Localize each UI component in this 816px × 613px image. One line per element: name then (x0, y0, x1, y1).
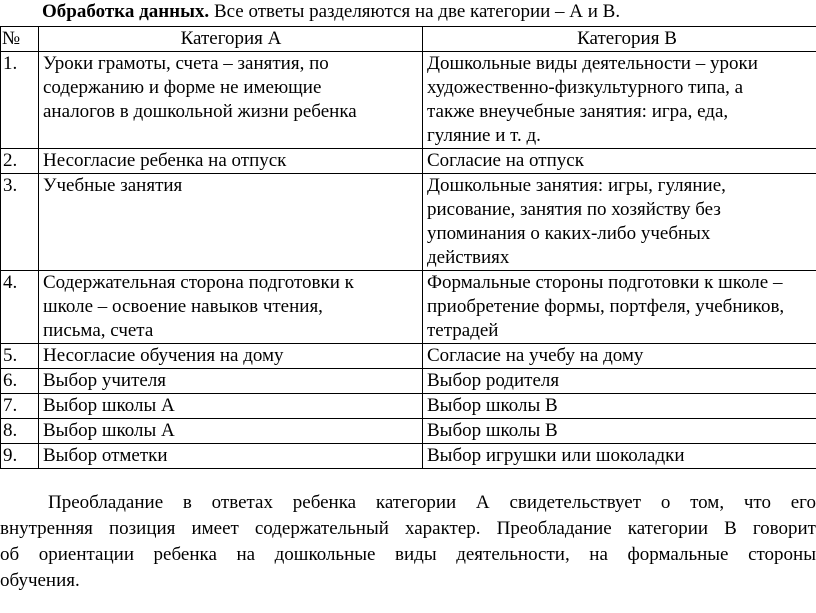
table-row (1, 149, 816, 174)
header-number: № (1, 27, 39, 52)
cell-line: тетрадей (427, 320, 499, 341)
cell-category-a (39, 394, 423, 419)
cell-line: Выбор отметки (43, 445, 168, 466)
cell-category-a (39, 419, 423, 444)
cell-category-a (39, 444, 423, 469)
cell-line: Выбор школы В (427, 395, 558, 416)
row-number: 9. (1, 444, 39, 469)
table-header-row (1, 27, 816, 52)
table-row (1, 444, 816, 469)
table-row (1, 369, 816, 394)
cell-line: Выбор игрушки или шоколадки (427, 445, 685, 466)
cell-line: действиях (427, 247, 510, 268)
cell-category-a (39, 271, 423, 344)
table-row (1, 52, 816, 149)
cell-category-b (423, 394, 816, 419)
cell-line: также внеучебные занятия: игра, еда, (427, 101, 729, 122)
row-number: 5. (1, 344, 39, 369)
conclusion-paragraph (0, 490, 816, 594)
cell-category-b (423, 369, 816, 394)
table-body (1, 52, 816, 469)
cell-line: Выбор школы А (43, 395, 175, 416)
header-category-b: Категория В (423, 27, 816, 52)
cell-category-a (39, 344, 423, 369)
section-heading (42, 1, 620, 23)
row-number: 7. (1, 394, 39, 419)
cell-category-a (39, 369, 423, 394)
cell-category-b (423, 52, 816, 149)
cell-line: содержанию и форме не имеющие (43, 77, 322, 98)
cell-line: гуляние и т. д. (427, 125, 541, 146)
header-category-a: Категория А (39, 27, 423, 52)
row-number: 2. (1, 149, 39, 174)
cell-line: Согласие на учебу на дому (427, 345, 644, 366)
cell-line: Выбор учителя (43, 370, 167, 391)
cell-line: Содержательная сторона подготовки к (43, 272, 354, 293)
cell-line: упоминания о каких-либо учебных (427, 223, 711, 244)
heading-text: Все ответы разделяются на две категории – А и В. (209, 1, 621, 22)
row-number: 4. (1, 271, 39, 344)
cell-category-b (423, 419, 816, 444)
row-number: 8. (1, 419, 39, 444)
heading-bold-text: Обработка данных. (42, 1, 210, 22)
cell-line: Формальные стороны подготовки к школе – (427, 272, 783, 293)
paragraph-line: обучения. (0, 570, 80, 591)
cell-line: Несогласие обучения на дому (43, 345, 284, 366)
row-number: 6. (1, 369, 39, 394)
cell-category-b (423, 271, 816, 344)
paragraph-line: об ориентации ребенка на дошкольные виды деятельности, на формальные стороны (0, 544, 816, 565)
cell-line: письма, счета (43, 320, 154, 341)
table-row (1, 271, 816, 344)
cell-category-a (39, 174, 423, 271)
cell-line: рисование, занятия по хозяйству без (427, 199, 721, 220)
cell-line: аналогов в дошкольной жизни ребенка (43, 101, 357, 122)
table-row (1, 419, 816, 444)
row-number: 1. (1, 52, 39, 149)
cell-line: Дошкольные виды деятельности – уроки (427, 53, 758, 74)
paragraph-line: внутренняя позиция имеет содержательный характер. Преобладание категории В говорит (0, 518, 816, 539)
cell-line: Несогласие ребенка на отпуск (43, 150, 287, 171)
cell-category-b (423, 174, 816, 271)
cell-line: Выбор родителя (427, 370, 560, 391)
cell-line: Согласие на отпуск (427, 150, 584, 171)
cell-line: художественно-физкультурного типа, а (427, 77, 744, 98)
cell-line: Дошкольные занятия: игры, гуляние, (427, 175, 726, 196)
cell-line: Выбор школы А (43, 420, 175, 441)
cell-line: Учебные занятия (43, 175, 183, 196)
paragraph-line: Преобладание в ответах ребенка категории А свидетельствует о том, что его (48, 492, 816, 513)
table-row (1, 174, 816, 271)
cell-category-a (39, 52, 423, 149)
cell-line: Уроки грамоты, счета – занятия, по (43, 53, 329, 74)
cell-category-b (423, 444, 816, 469)
row-number: 3. (1, 174, 39, 271)
cell-category-b (423, 344, 816, 369)
table-row (1, 344, 816, 369)
cell-category-a (39, 149, 423, 174)
table-row (1, 394, 816, 419)
cell-line: Выбор школы В (427, 420, 558, 441)
cell-category-b (423, 149, 816, 174)
cell-line: приобретение формы, портфеля, учебников, (427, 296, 785, 317)
results-table (0, 26, 816, 469)
cell-line: школе – освоение навыков чтения, (43, 296, 323, 317)
